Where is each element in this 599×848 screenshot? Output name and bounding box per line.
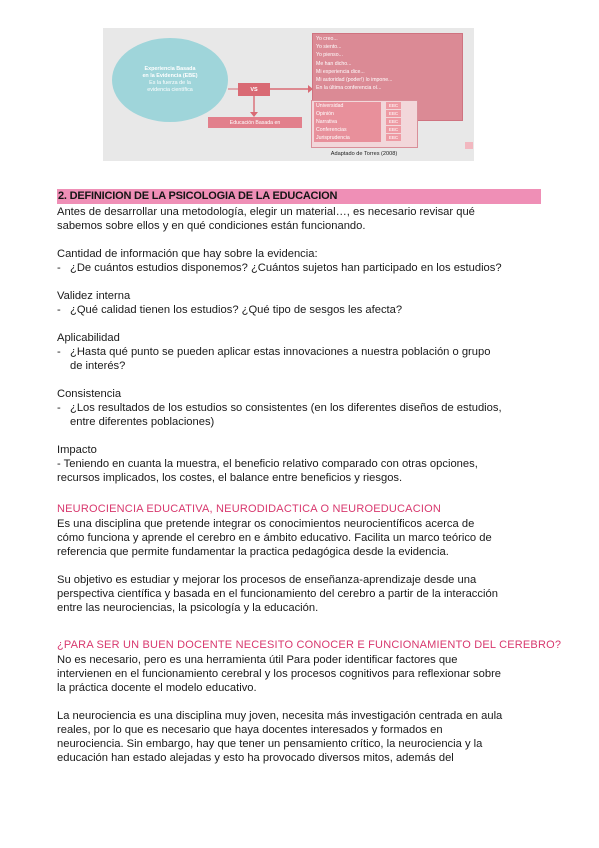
ebc-item: EBC xyxy=(386,126,401,133)
section-heading-docente: ¿PARA SER UN BUEN DOCENTE NECESITO CONOCER E FUNCIONAMIENTO DEL CEREBRO? xyxy=(57,639,562,651)
ebc-item: EBC xyxy=(386,102,401,109)
bullet-text: ¿Los resultados de los estudios so consistentes (en los diferentes diseños de estudios, xyxy=(70,402,502,414)
paragraph-line: intervienen en el funcionamiento cerebral y los procesos cognitivos para reflexionar sobre xyxy=(57,668,502,680)
ebc-item: EBC xyxy=(386,110,401,117)
bullet-dash: - xyxy=(57,304,61,316)
paragraph-line: entre las neurociencias, la psicología y la educación. xyxy=(57,602,319,614)
paragraph-line: referencia que permite fundamentar la practica pedagógica desde la evidencia. xyxy=(57,546,449,558)
paragraph-line: la práctica docente el modelo educativo. xyxy=(57,682,257,694)
ebc-item: EBC xyxy=(386,118,401,125)
subheading-consistencia: Consistencia xyxy=(57,388,122,400)
bullet-text: de interés? xyxy=(70,360,126,372)
paragraph-line: recursos implicados, los costes, el balance entre beneficios y riesgos. xyxy=(57,472,403,484)
vs-box: VS xyxy=(238,83,270,96)
paragraph-line: perspectiva científica y basada en el funcionamiento del cerebro a partir de la interacción xyxy=(57,588,498,600)
belief-item: Mi experiencia dice... xyxy=(316,68,365,75)
evidence-diagram xyxy=(103,28,474,161)
bullet-dash: - xyxy=(57,346,61,358)
ebc-item: EBC xyxy=(386,134,401,141)
ebd-box: Educación Basada en xyxy=(208,117,302,128)
paragraph-line: No es necesario, pero es una herramienta útil Para poder identificar factores que xyxy=(57,654,458,666)
source-item: Jurisprudencia xyxy=(316,135,350,142)
bullet-text: ¿Qué calidad tienen los estudios? ¿Qué tipo de sesgos les afecta? xyxy=(70,304,403,316)
bullet-dash: - xyxy=(57,402,61,414)
paragraph-line: reales, por lo que es necesario que haya docentes interesados y formados en xyxy=(57,724,443,736)
belief-item: Yo pienso... xyxy=(316,52,343,59)
belief-item: Mi autoridad (poder!) lo impone... xyxy=(316,77,393,84)
paragraph-line: Antes de desarrollar una metodología, elegir un material…, es necesario revisar qué xyxy=(57,206,475,218)
ebe-ellipse xyxy=(112,38,228,122)
ebc-column xyxy=(386,102,401,142)
belief-item: Yo creo... xyxy=(316,36,338,42)
paragraph-line: - Teniendo en cuanta la muestra, el beneficio relativo comparado con otras opciones, xyxy=(57,458,478,470)
section-heading-neuro: NEUROCIENCIA EDUCATIVA, NEURODIDACTICA O NEUROEDUCACION xyxy=(57,503,442,515)
ellipse-line-2: en la Evidencia (EBE) xyxy=(142,72,198,79)
sources-list xyxy=(314,102,381,142)
bullet-text: ¿De cuántos estudios disponemos? ¿Cuántos sujetos han participado en los estudios? xyxy=(70,262,502,274)
bullet-text: entre diferentes poblaciones) xyxy=(70,416,215,428)
source-item: Conferencias xyxy=(316,127,347,134)
subheading-validez: Validez interna xyxy=(57,290,131,302)
subheading-cantidad: Cantidad de información que hay sobre la evidencia: xyxy=(57,248,318,260)
paragraph-line: La neurociencia es una disciplina muy joven, necesita más investigación centrada en aula xyxy=(57,710,503,722)
paragraph-line: Su objetivo es estudiar y mejorar los procesos de enseñanza-aprendizaje desde una xyxy=(57,574,477,586)
paragraph-line: cómo funciona y aprende el cerebro en e ámbito educativo. Facilita un marco teórico de xyxy=(57,532,492,544)
figure-caption: Adaptado de Torres (2008) xyxy=(330,151,398,157)
ellipse-line-1: Experiencia Basada xyxy=(144,65,196,72)
source-item: Universidad xyxy=(316,103,344,109)
subheading-aplicabilidad: Aplicabilidad xyxy=(57,332,120,344)
belief-item: Yo siento... xyxy=(316,44,342,51)
ellipse-line-3: Es la fuerza de la xyxy=(149,80,191,86)
belief-item: Me han dicho... xyxy=(316,60,352,67)
paragraph-line: Es una disciplina que pretende integrar os conocimientos neurocientíficos acerca de xyxy=(57,518,475,530)
source-item: Opinión xyxy=(316,111,334,118)
subheading-impacto: Impacto xyxy=(57,444,97,456)
paragraph-line: neurociencia. Sin embargo, hay que tener un pensamiento crítico, la neurociencia y la xyxy=(57,738,483,750)
section-heading: 2. DEFINICION DE LA PSICOLOGIA DE LA EDUCACION xyxy=(58,190,338,202)
belief-item: En la última conferencia oí... xyxy=(316,85,382,92)
bullet-text: ¿Hasta qué punto se pueden aplicar estas innovaciones a nuestra población o grupo xyxy=(70,346,491,358)
bullet-dash: - xyxy=(57,262,61,274)
ellipse-line-4: evidencia científica xyxy=(147,87,193,94)
paragraph-line: sabemos sobre ellos y en qué condiciones están funcionando. xyxy=(57,220,366,232)
source-item: Narrativa xyxy=(316,119,338,126)
pink-square-decoration xyxy=(465,142,473,149)
paragraph-line: educación han estado alejadas y esto ha provocado diversos mitos, además del xyxy=(57,752,454,764)
